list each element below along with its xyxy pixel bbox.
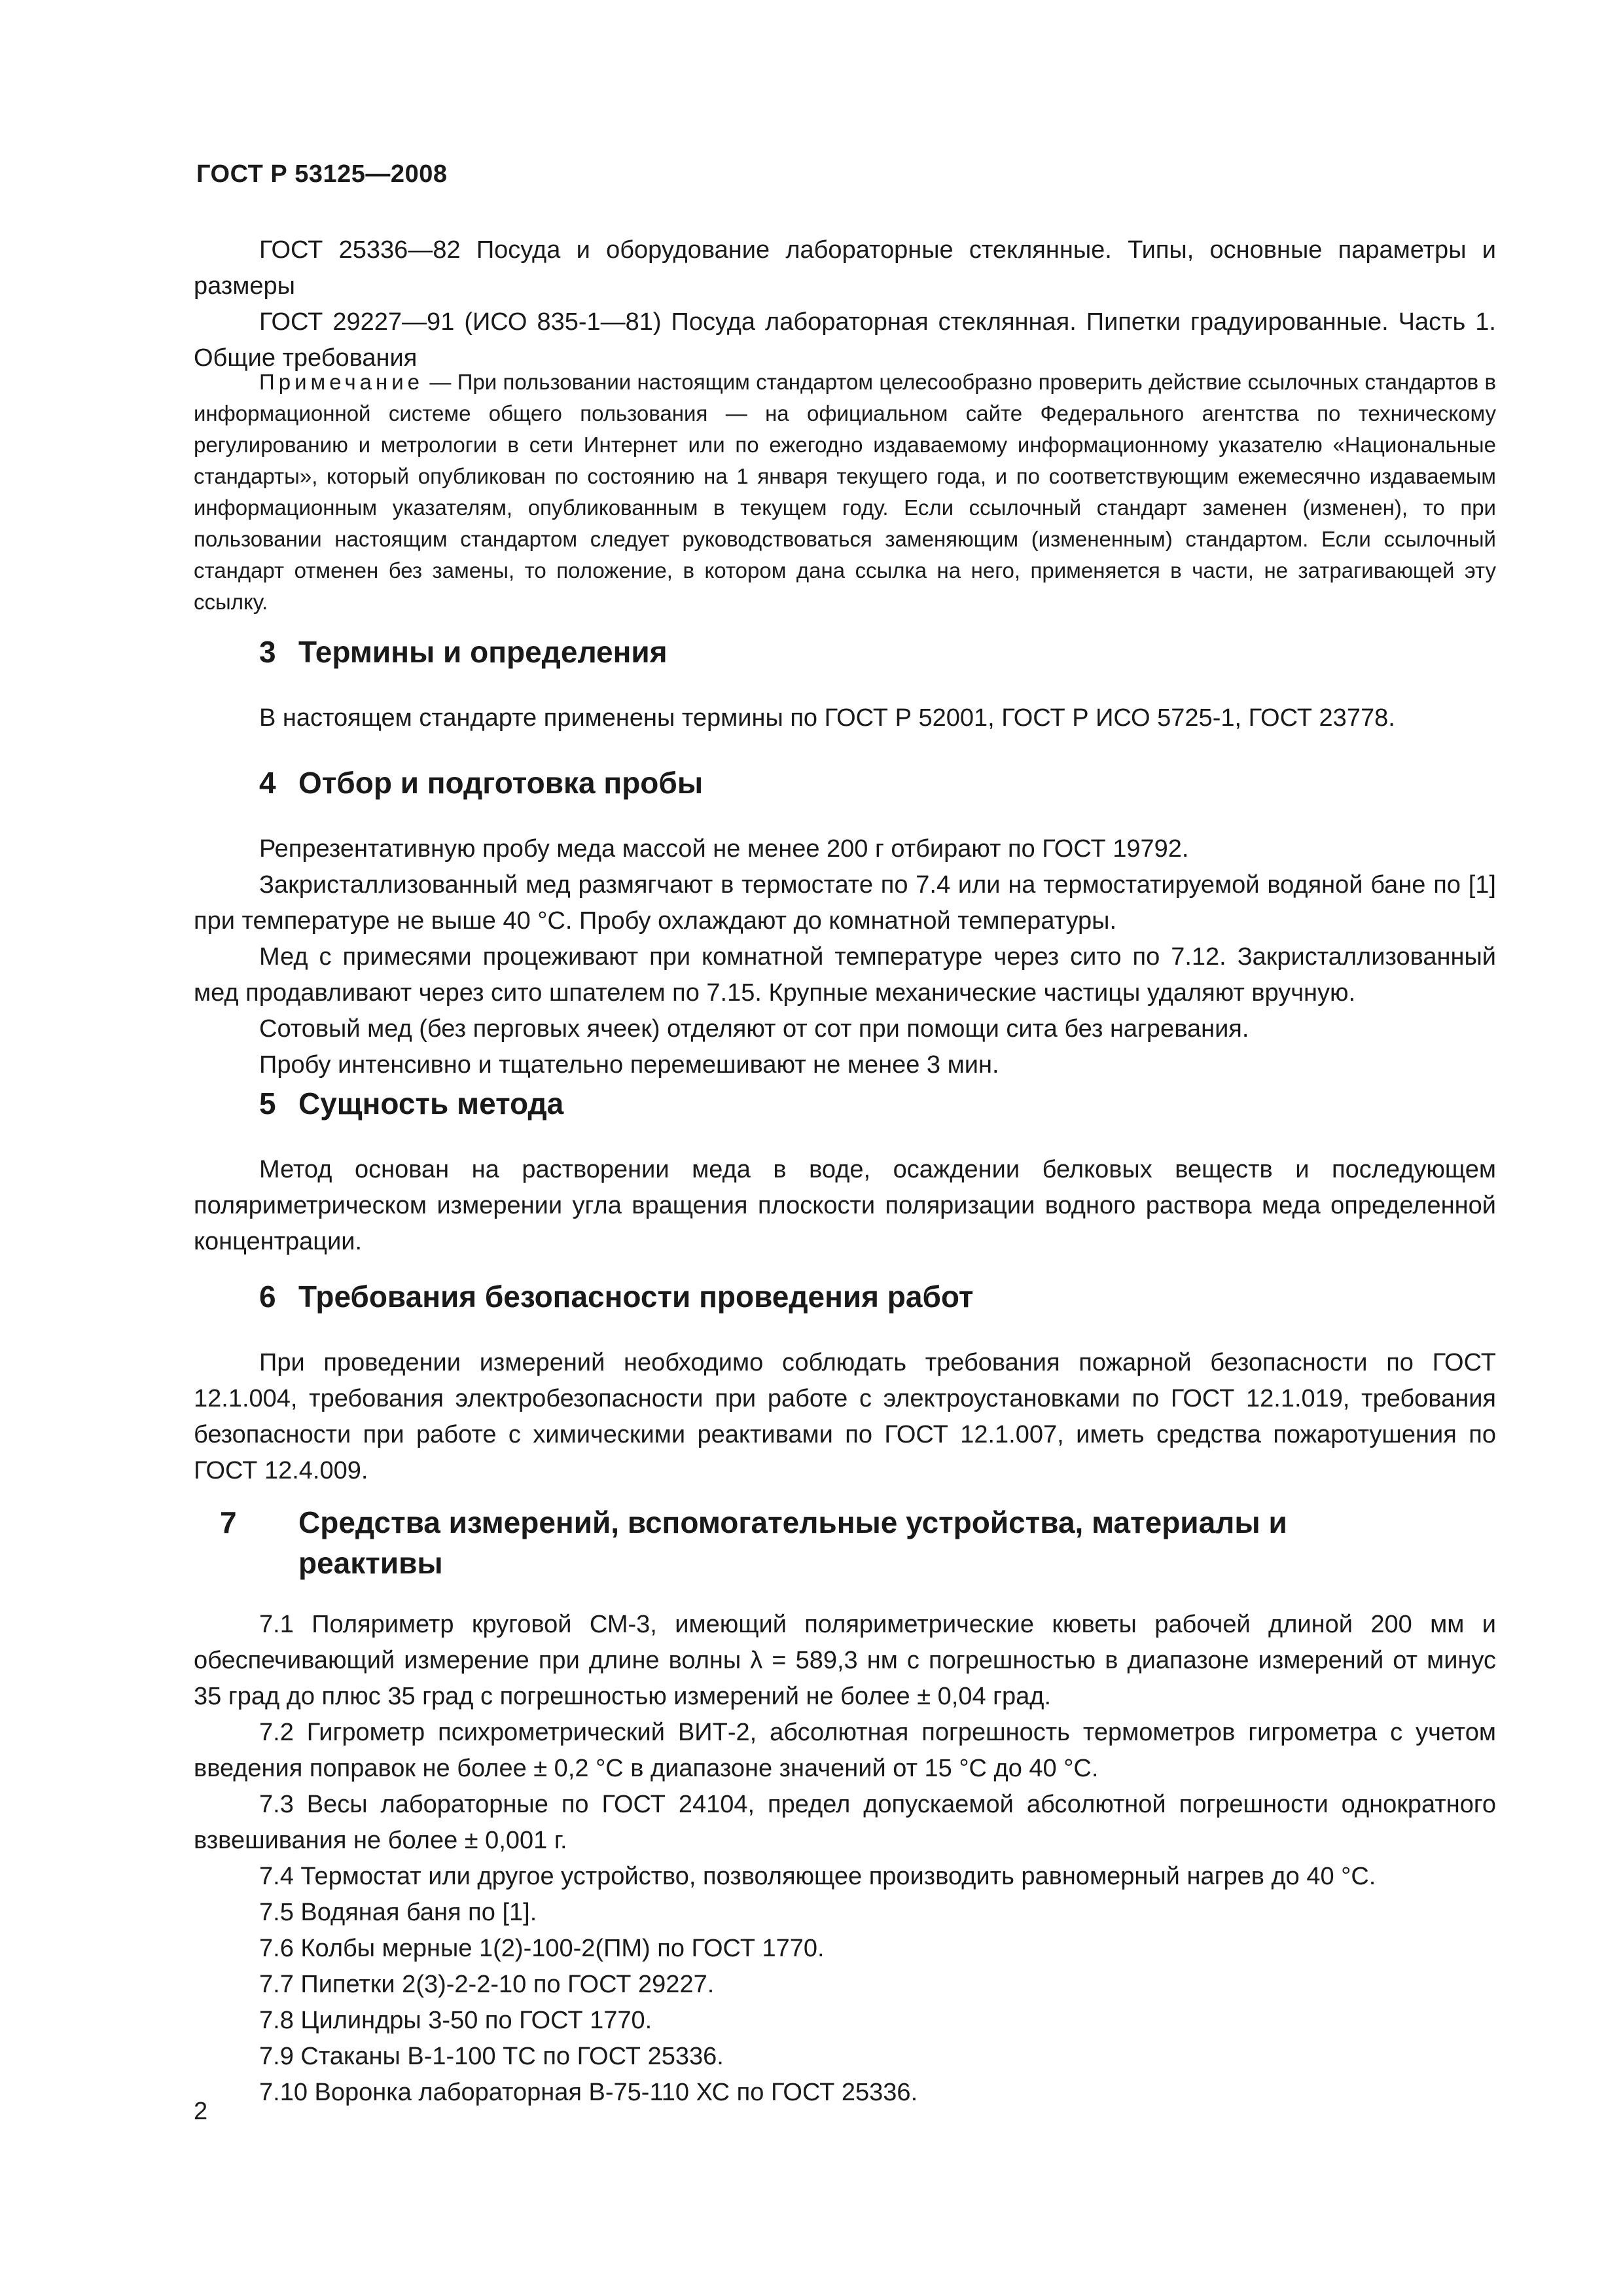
section-4-heading: 4 Отбор и подготовка пробы <box>259 766 704 800</box>
paragraph: В настоящем стандарте применены термины по ГОСТ Р 52001, ГОСТ Р ИСО 5725-1, ГОСТ 23778. <box>259 704 1395 732</box>
list-item: 7.9 Стаканы В-1-100 ТС по ГОСТ 25336. <box>259 2043 724 2070</box>
list-item: 7.6 Колбы мерные 1(2)-100-2(ПМ) по ГОСТ 1770. <box>259 1935 825 1962</box>
reference-item: ГОСТ 29227—91 (ИСО 835-1—81) Посуда лабораторная стеклянная. Пипетки градуированные. Часть 1. Общие требования <box>194 308 1496 372</box>
section-5-body <box>194 1152 1496 1260</box>
note-block <box>194 367 1496 618</box>
section-6-body <box>194 1345 1496 1489</box>
paragraph: Мед с примесями процеживают при комнатной температуре через сито по 7.12. Закристаллизованный мед продавливают через сито шпателем по 7.15. Крупные механические частицы удаляют вручную. <box>194 943 1496 1007</box>
list-item: 7.4 Термостат или другое устройство, позволяющее производить равномерный нагрев до 40 °С. <box>259 1863 1376 1890</box>
section-6-heading: 6 Требования безопасности проведения работ <box>259 1280 974 1314</box>
section-4-body <box>194 831 1496 1083</box>
paragraph: При проведении измерений необходимо соблюдать требования пожарной безопасности по ГОСТ 12.1.004, требования электробезопасности при работе с электроустановками по ГОСТ 12.1.019, требования безопасности при работе с химическими реактивами по ГОСТ 12.1.007, иметь средства пожаротушения по ГОСТ 12.4.009. <box>194 1349 1496 1484</box>
paragraph: Метод основан на растворении меда в воде, осаждении белковых веществ и последующем поляриметрическом измерении угла вращения плоскости поляризации водного раствора меда определенной концентрации. <box>194 1156 1496 1255</box>
paragraph: Сотовый мед (без перговых ячеек) отделяют от сот при помощи сита без нагревания. <box>259 1015 1249 1043</box>
note-label: Примечание <box>259 370 424 394</box>
list-item: 7.5 Водяная баня по [1]. <box>259 1899 537 1926</box>
paragraph: Пробу интенсивно и тщательно перемешивают не менее 3 мин. <box>259 1051 999 1079</box>
note-paragraph <box>194 367 1496 618</box>
list-item: 7.7 Пипетки 2(3)-2-2-10 по ГОСТ 29227. <box>259 1971 715 1998</box>
list-item: 7.10 Воронка лабораторная В-75-110 ХС по ГОСТ 25336. <box>259 2079 918 2106</box>
list-item: 7.1 Поляриметр круговой СМ-3, имеющий поляриметрические кюветы рабочей длиной 200 мм и обеспечивающий измерение при длине волны λ = 589,3 нм с погрешностью в диапазоне измерений от минус 35 град до плюс 35 град с погрешностью измерений не более ± 0,04 град. <box>194 1611 1496 1710</box>
note-text: — При пользовании настоящим стандартом целесообразно проверить действие ссылочных стандартов в информационной системе общего пользования — на официальном сайте Федерального агентства по техническому регулированию и метрологии в сети Интернет или по ежегодно издаваемому информационному указателю «Национальные стандарты», который опубликован по состоянию на 1 января текущего года, и по соответствующим ежемесячно издаваемым информационным указателям, опубликованным в текущем году. Если ссылочный стандарт заменен (изменен), то при пользовании настоящим стандартом следует руководствоваться заменяющим (измененным) стандартом. Если ссылочный стандарт отменен без замены, то положение, в котором дана ссылка на него, применяется в части, не затрагивающей эту ссылку. <box>194 370 1496 614</box>
document-header: ГОСТ Р 53125—2008 <box>196 160 448 188</box>
section-3-body <box>194 700 1496 736</box>
page-number: 2 <box>194 2098 208 2125</box>
section-5-heading: 5 Сущность метода <box>259 1086 564 1121</box>
section-7-heading: 7 Средства измерений, вспомогательные устройства, материалы и реактивы <box>220 1505 1287 1580</box>
reference-item: ГОСТ 25336—82 Посуда и оборудование лабораторные стеклянные. Типы, основные параметры и размеры <box>194 236 1496 300</box>
list-item: 7.2 Гигрометр психрометрический ВИТ-2, абсолютная погрешность термометров гигрометра с учетом введения поправок не более ± 0,2 °С в диапазоне значений от 15 °С до 40 °С. <box>194 1719 1496 1782</box>
paragraph: Репрезентативную пробу меда массой не менее 200 г отбирают по ГОСТ 19792. <box>259 835 1189 863</box>
paragraph: Закристаллизованный мед размягчают в термостате по 7.4 или на термостатируемой водяной бане по [1] при температуре не выше 40 °С. Пробу охлаждают до комнатной температуры. <box>194 871 1496 935</box>
list-item: 7.8 Цилиндры 3-50 по ГОСТ 1770. <box>259 2007 652 2034</box>
section-7-body <box>194 1607 1496 2111</box>
references-block <box>194 232 1496 376</box>
list-item: 7.3 Весы лабораторные по ГОСТ 24104, предел допускаемой абсолютной погрешности однократного взвешивания не более ± 0,001 г. <box>194 1791 1496 1854</box>
section-3-heading: 3 Термины и определения <box>259 635 668 669</box>
